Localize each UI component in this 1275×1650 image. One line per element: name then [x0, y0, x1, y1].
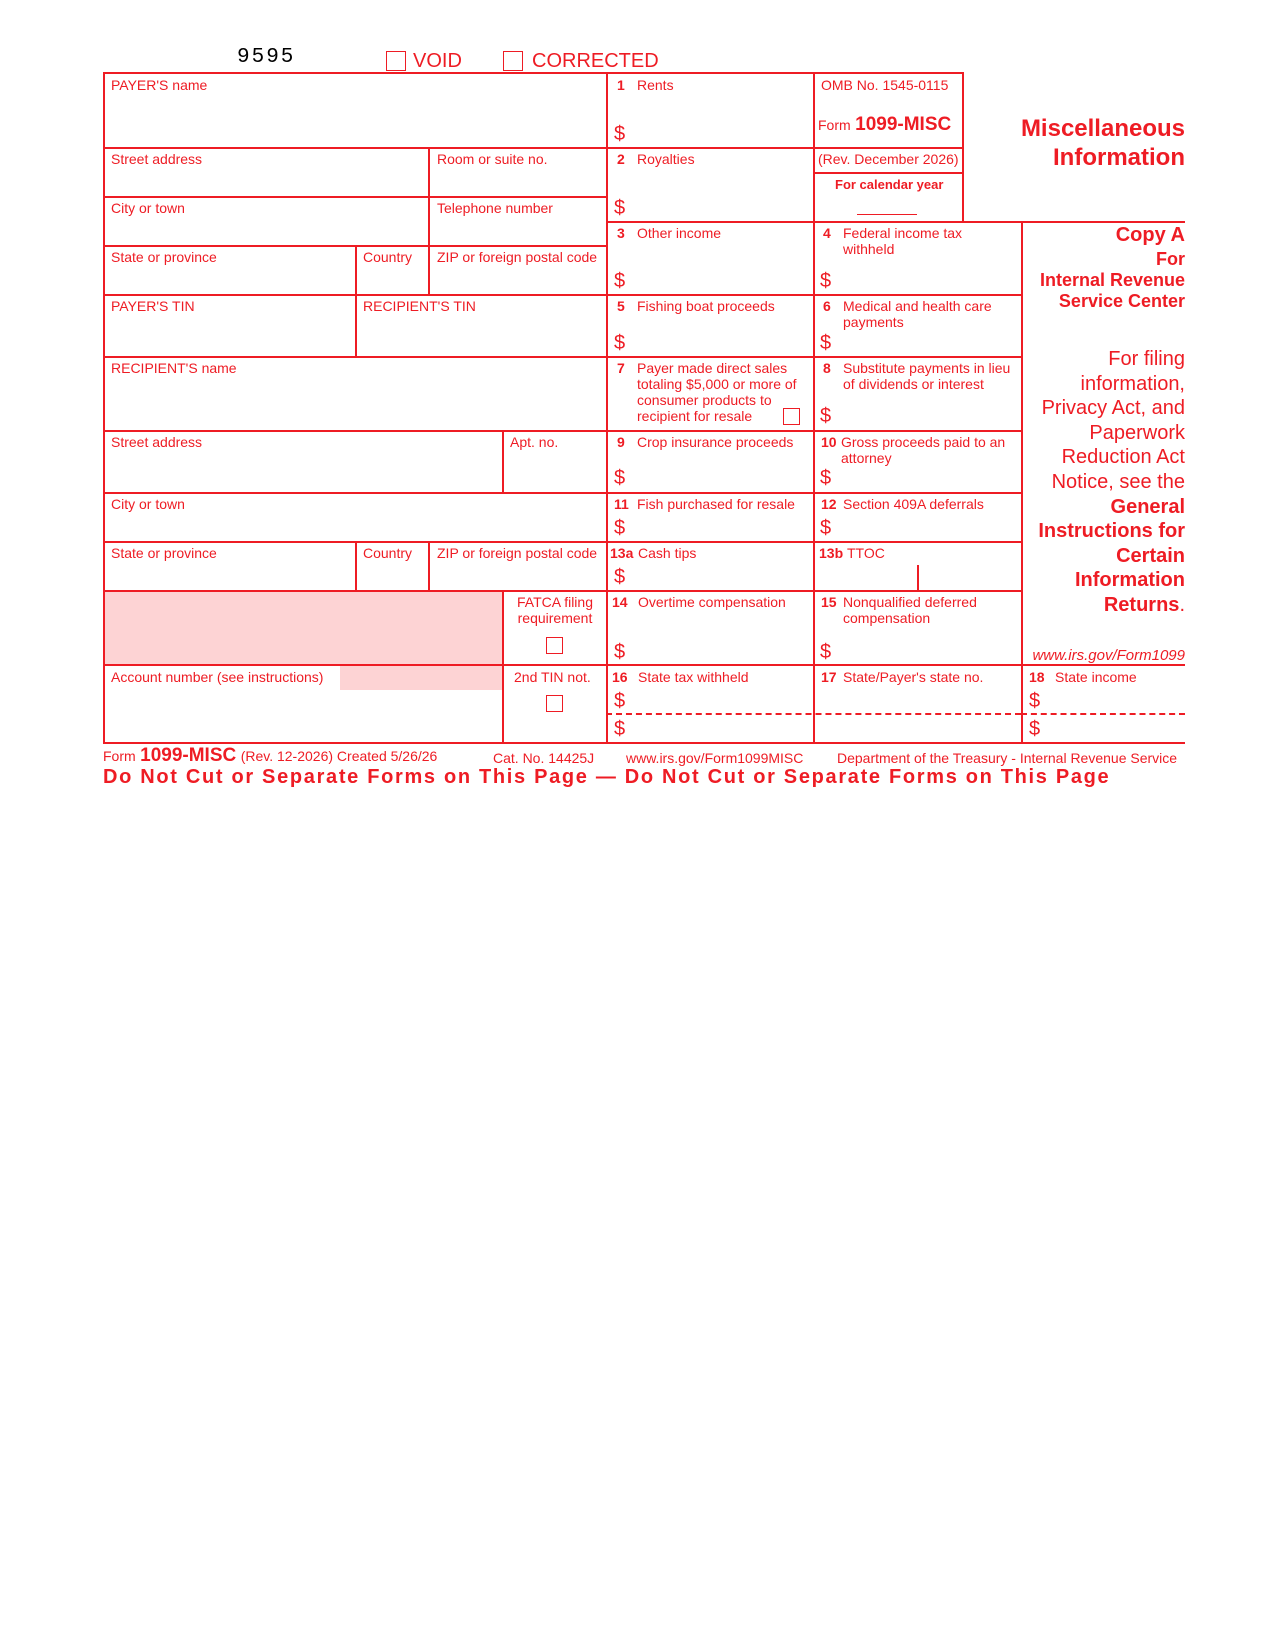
- recipient-country-label: Country: [363, 545, 413, 561]
- payer-city-label: City or town: [111, 200, 185, 216]
- recipient-zip-input[interactable]: [437, 564, 597, 586]
- box1-dollar: $: [614, 123, 626, 145]
- recipient-zip-label: ZIP or foreign postal code: [437, 545, 598, 561]
- recipient-state-input[interactable]: [111, 564, 349, 586]
- box13b-ttoc-input-left[interactable]: [822, 566, 912, 588]
- footer-rev: (Rev. 12-2026) Created 5/26/26: [240, 748, 438, 764]
- omb-number: OMB No. 1545-0115: [821, 77, 949, 93]
- recipient-apt-input[interactable]: [510, 455, 600, 485]
- payer-state-input[interactable]: [111, 268, 349, 290]
- copy-for-label: For: [1156, 249, 1185, 269]
- box15-label: 15 Nonqualified deferred compensation: [821, 594, 977, 626]
- box10-label: 10 Gross proceeds paid to an attorney: [821, 434, 1006, 466]
- notice-line-9: Certain: [1116, 544, 1185, 567]
- copy-a-block: [1025, 222, 1185, 312]
- form-name: 1099-MISC: [855, 114, 952, 135]
- fatca-checkbox[interactable]: [546, 637, 563, 654]
- shaded-area: [105, 592, 502, 664]
- irs-url[interactable]: www.irs.gov/Form1099: [1032, 647, 1185, 664]
- payer-country-label: Country: [363, 249, 413, 265]
- footer-dept: Department of the Treasury - Internal Revenue Service: [837, 750, 1178, 766]
- copy-a-label: Copy A: [1115, 224, 1185, 246]
- payer-zip-label: ZIP or foreign postal code: [437, 249, 598, 265]
- recipient-tin-input[interactable]: [363, 320, 598, 350]
- box13b-ttoc-input-right[interactable]: [924, 566, 1014, 588]
- box16-state-tax-input-1[interactable]: [632, 690, 802, 710]
- box11-label: 11 Fish purchased for resale: [614, 496, 795, 512]
- shaded-area-account: [340, 666, 502, 690]
- notice-line-4: Paperwork: [1089, 421, 1185, 444]
- recipient-street-input[interactable]: [111, 455, 496, 485]
- box15-nonqual-input[interactable]: [838, 640, 1013, 662]
- payer-zip-input[interactable]: [437, 268, 597, 290]
- rev-date: (Rev. December 2026): [818, 151, 959, 167]
- box14-dollar: $: [614, 641, 626, 663]
- box2-dollar: $: [614, 197, 626, 219]
- recipient-country-input[interactable]: [363, 564, 423, 586]
- box6-label: 6 Medical and health care payments: [823, 298, 992, 330]
- box10-attorney-input[interactable]: [838, 466, 1013, 488]
- box3-other-income-input[interactable]: [632, 269, 802, 291]
- notice-line-8: Instructions for: [1038, 520, 1185, 543]
- payer-street-input[interactable]: [111, 170, 421, 192]
- box1-label: 1 Rents: [617, 77, 674, 93]
- recipient-apt-label: Apt. no.: [510, 434, 559, 450]
- corrected-checkbox[interactable]: [503, 51, 523, 71]
- payer-country-input[interactable]: [363, 268, 423, 290]
- box13a-label: 13a Cash tips: [610, 545, 697, 561]
- void-checkbox[interactable]: [386, 51, 406, 71]
- box12-label: 12 Section 409A deferrals: [821, 496, 984, 512]
- payer-tin-label: PAYER'S TIN: [111, 298, 195, 314]
- notice-line-10: Information: [1075, 569, 1185, 592]
- box3-dollar: $: [614, 270, 626, 292]
- notice-line-1: For filing: [1108, 348, 1185, 370]
- box16-dollar-2: $: [614, 718, 626, 740]
- corrected-label: CORRECTED: [532, 50, 659, 72]
- recipient-name-input[interactable]: [111, 380, 596, 424]
- box18-dollar-2: $: [1029, 718, 1041, 740]
- footer-form-id: [103, 745, 437, 767]
- box7-label: 7 Payer made direct sales totaling $5,000 or more of consumer products to recipient for resale: [617, 360, 797, 424]
- box8-dollar: $: [820, 405, 832, 427]
- box6-dollar: $: [820, 332, 832, 354]
- void-label: VOID: [413, 50, 462, 72]
- account-number-label: Account number (see instructions): [111, 669, 324, 685]
- payer-tin-input[interactable]: [111, 320, 349, 350]
- recipient-street-label: Street address: [111, 434, 203, 450]
- recipient-tin-label: RECIPIENT'S TIN: [363, 298, 476, 314]
- box17-label: 17 State/Payer's state no.: [821, 669, 984, 685]
- payer-name-label: PAYER'S name: [111, 77, 208, 93]
- box2-label: 2 Royalties: [617, 151, 695, 167]
- box11-dollar: $: [614, 517, 626, 539]
- second-tin-checkbox[interactable]: [546, 695, 563, 712]
- box18-label: 18 State income: [1029, 669, 1137, 685]
- payer-room-label: Room or suite no.: [437, 151, 548, 167]
- second-tin-label: 2nd TIN not.: [514, 669, 591, 685]
- box4-dollar: $: [820, 270, 832, 292]
- box8-substitute-input[interactable]: [838, 404, 1013, 426]
- recipient-state-label: State or province: [111, 545, 217, 561]
- box15-dollar: $: [820, 641, 832, 663]
- form-title: [990, 114, 1185, 172]
- calendar-year-label: For calendar year: [835, 177, 944, 192]
- form-code: 9595: [237, 46, 296, 69]
- box2-royalties-input[interactable]: [632, 196, 802, 218]
- box8-label: 8 Substitute payments in lieu of dividends or interest: [823, 360, 1011, 392]
- payer-phone-label: Telephone number: [437, 200, 553, 216]
- payer-street-label: Street address: [111, 151, 203, 167]
- box17-state-no-input-2[interactable]: [822, 718, 1012, 738]
- box12-dollar: $: [820, 517, 832, 539]
- box18-state-income-input-1[interactable]: [1046, 690, 1181, 710]
- account-number-input[interactable]: [111, 694, 496, 734]
- form-title-block: [818, 114, 951, 136]
- notice-line-5: Reduction Act: [1061, 446, 1185, 469]
- footer-form-name: 1099-MISC: [140, 745, 237, 766]
- box4-fed-tax-input[interactable]: [838, 269, 1013, 291]
- box4-label: 4 Federal income tax withheld: [823, 225, 963, 257]
- recipient-city-label: City or town: [111, 496, 185, 512]
- payer-room-input[interactable]: [437, 170, 597, 192]
- payer-state-label: State or province: [111, 249, 217, 265]
- box17-state-no-input-1[interactable]: [822, 690, 1012, 710]
- payer-name-input[interactable]: [111, 100, 591, 140]
- footer-url[interactable]: www.irs.gov/Form1099MISC: [626, 750, 804, 766]
- box1-rents-input[interactable]: [632, 122, 802, 144]
- notice-block: [1025, 347, 1185, 618]
- box16-label: 16 State tax withheld: [612, 669, 749, 685]
- title-line-1: Miscellaneous: [1020, 115, 1185, 142]
- box12-409a-input[interactable]: [838, 516, 1013, 538]
- box13a-cash-tips-input[interactable]: [632, 565, 802, 587]
- box3-label: 3 Other income: [617, 225, 722, 241]
- box16-dollar-1: $: [614, 690, 626, 712]
- footer-cat-no: Cat. No. 14425J: [493, 750, 595, 766]
- box9-crop-input[interactable]: [632, 466, 802, 488]
- box14-overtime-input[interactable]: [632, 640, 802, 662]
- box5-dollar: $: [614, 332, 626, 354]
- form-word: Form: [818, 117, 851, 133]
- box18-dollar-1: $: [1029, 690, 1041, 712]
- box18-state-income-input-2[interactable]: [1046, 718, 1181, 738]
- calendar-year-input[interactable]: [858, 196, 916, 214]
- footer-form-word: Form: [103, 748, 136, 764]
- irs-center-2: Service Center: [1058, 291, 1185, 311]
- recipient-city-input[interactable]: [111, 515, 596, 537]
- payer-phone-input[interactable]: [437, 219, 597, 241]
- irs-center-1: Internal Revenue: [1039, 270, 1185, 290]
- notice-line-6: Notice, see the: [1051, 470, 1185, 493]
- box10-dollar: $: [820, 467, 832, 489]
- title-line-2: Information: [1053, 144, 1185, 171]
- box14-label: 14 Overtime compensation: [612, 594, 786, 610]
- footer-warning: Do Not Cut or Separate Forms on This Page — Do Not Cut or Separate Forms on This Page: [103, 766, 1111, 788]
- box5-label: 5 Fishing boat proceeds: [617, 298, 775, 314]
- notice-line-7: General: [1110, 495, 1185, 518]
- notice-line-11: Returns.: [1103, 593, 1185, 616]
- payer-city-input[interactable]: [111, 219, 421, 241]
- box13b-label: 13b TTOC: [819, 545, 885, 561]
- box16-state-tax-input-2[interactable]: [632, 718, 802, 738]
- fatca-label: FATCA filing requirement: [517, 594, 593, 626]
- box6-medical-input[interactable]: [838, 331, 1013, 353]
- box9-label: 9 Crop insurance proceeds: [617, 434, 794, 450]
- box5-fishing-boat-input[interactable]: [632, 331, 802, 353]
- notice-line-3: Privacy Act, and: [1041, 397, 1185, 420]
- notice-line-2: information,: [1080, 372, 1185, 395]
- box9-dollar: $: [614, 467, 626, 489]
- box13a-dollar: $: [614, 566, 626, 588]
- box7-checkbox[interactable]: [783, 408, 800, 425]
- recipient-name-label: RECIPIENT'S name: [111, 360, 237, 376]
- box11-fish-input[interactable]: [632, 516, 802, 538]
